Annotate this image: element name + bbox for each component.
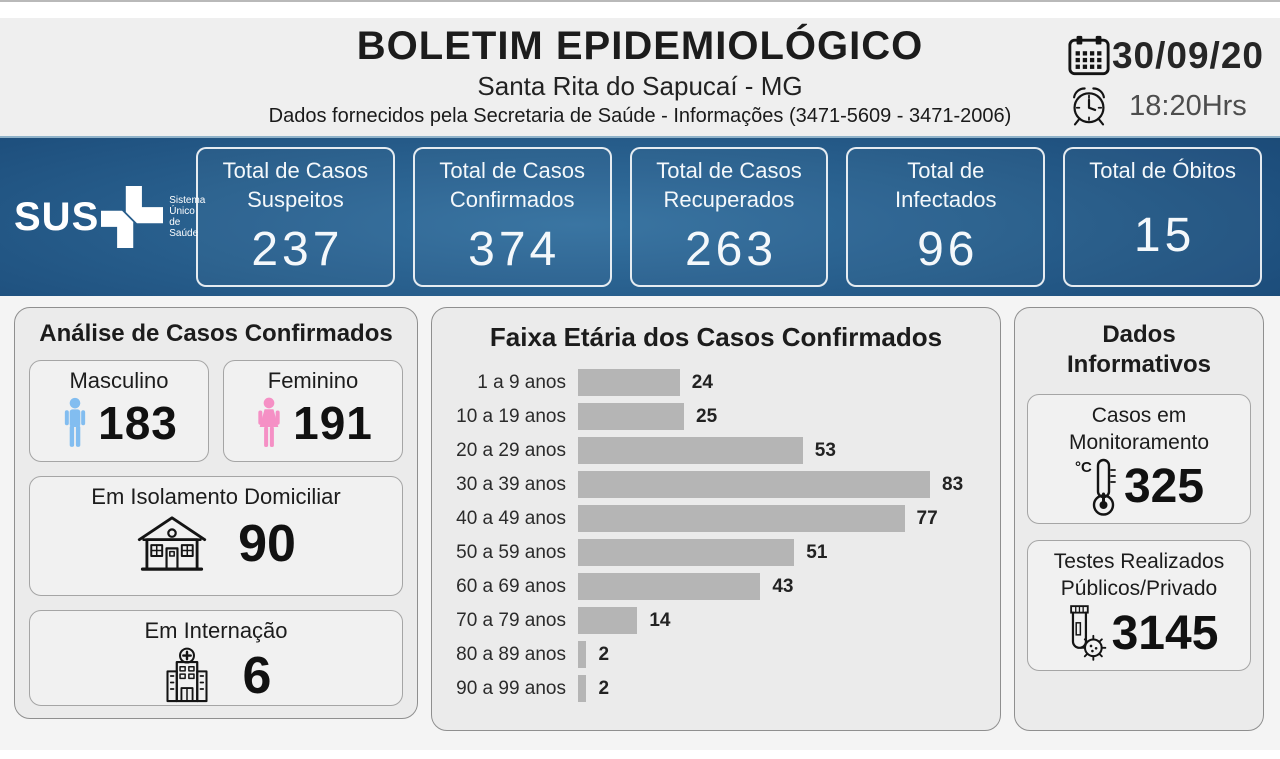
female-card [223,360,403,462]
summary-banner [0,136,1280,296]
informative-panel [1014,307,1264,731]
svg-text:°C: °C [1074,458,1092,476]
stat-card [196,147,395,287]
banner-stat-cards [196,147,1262,287]
stat-card-label: Total de Infectados [895,158,997,213]
alarm-clock-icon [1066,84,1112,128]
chart-title: Faixa Etária dos Casos Confirmados [489,322,943,352]
chart-category-label: 20 a 29 anos [456,439,566,461]
chart-value-label: 14 [649,609,671,631]
stat-card [413,147,612,287]
subtitle: Santa Rita do Sapucaí - MG [477,71,803,101]
analysis-title: Análise de Casos Confirmados [39,320,393,347]
header [0,18,1280,136]
date-text: 30/09/20 [1111,35,1264,76]
chart-row [454,641,978,668]
chart-bar [578,505,905,532]
chart-category-label: 70 a 79 anos [456,609,566,631]
male-value: 183 [98,397,178,449]
chart-category-label: 40 a 49 anos [456,507,566,529]
chart-row [454,675,978,702]
chart-row [454,539,978,566]
stat-card-value: 237 [251,223,344,277]
footer-margin [0,736,1280,750]
age-chart [454,369,978,702]
informative-title: Dados Informativos [1066,321,1212,378]
female-icon [253,397,285,449]
chart-row [454,437,978,464]
hospital-icon [161,647,213,705]
stat-card-label: Total de Casos Suspeitos [222,158,369,213]
house-icon [136,512,208,576]
female-value: 191 [293,397,373,449]
isolation-card [29,476,403,596]
chart-category-label: 80 a 89 anos [456,643,566,665]
isolation-label: Em Isolamento Domiciliar [91,484,341,509]
top-margin [0,2,1280,18]
info-line: Dados fornecidos pela Secretaria de Saúde - Informações (3471-5609 - 3471-2006) [268,105,1012,127]
calendar-icon [1066,34,1112,78]
male-icon [60,397,90,449]
main-content [0,296,1280,736]
gender-row [29,360,403,462]
page-title: BOLETIM EPIDEMIOLÓGICO [356,24,924,68]
chart-bar [578,607,637,634]
chart-bar [578,675,586,702]
chart-category-label: 50 a 59 anos [456,541,566,563]
chart-category-label: 60 a 69 anos [456,575,566,597]
chart-row [454,607,978,634]
sus-logo [14,184,206,250]
chart-value-label: 24 [691,371,713,393]
age-chart-panel [431,307,1001,731]
chart-row [454,471,978,498]
chart-bar [578,437,803,464]
hospitalization-card [29,610,403,706]
tests-label: Testes Realizados Públicos/Privado [1053,549,1225,600]
chart-value-label: 2 [598,643,610,665]
hospitalization-label: Em Internação [144,618,288,643]
chart-category-label: 30 a 39 anos [456,473,566,495]
monitoring-value: 325 [1123,460,1205,514]
sus-cross-icon [101,184,163,250]
chart-bar [578,539,794,566]
male-label: Masculino [69,368,169,393]
stat-card-value: 96 [917,223,979,277]
chart-row [454,403,978,430]
stat-card-value: 15 [1133,208,1196,262]
hospitalization-value: 6 [242,647,272,705]
time-text: 18:20Hrs [1129,89,1247,122]
thermometer-icon [1074,457,1122,517]
chart-bar [578,403,684,430]
test-tube-virus-icon [1060,602,1110,664]
chart-bar [578,573,760,600]
tests-value: 3145 [1111,606,1219,660]
chart-row [454,505,978,532]
footer-white-strip [0,750,1280,759]
chart-value-label: 2 [598,677,610,699]
female-label: Feminino [267,368,359,393]
stat-card [1063,147,1262,287]
stat-card [630,147,829,287]
sus-acronym: SUS [14,194,100,239]
chart-category-label: 10 a 19 anos [456,405,566,427]
tests-card [1027,540,1251,672]
stat-card-value: 374 [468,223,561,277]
chart-row [454,573,978,600]
male-card [29,360,209,462]
chart-row [454,369,978,396]
stat-card-value: 263 [684,223,778,277]
chart-value-label: 83 [942,473,964,495]
stat-card-label: Total de Óbitos [1089,158,1236,183]
isolation-value: 90 [238,515,296,573]
chart-value-label: 25 [696,405,718,427]
analysis-panel [14,307,418,719]
chart-bar [578,471,930,498]
chart-value-label: 51 [806,541,828,563]
stat-card-label: Total de Casos Confirmados [439,158,585,213]
chart-bar [578,369,680,396]
sus-caption: Sistema Único de Saúde [169,195,206,239]
monitoring-label: Casos em Monitoramento [1068,404,1210,455]
stat-card-label: Total de Casos Recuperados [656,158,802,213]
chart-value-label: 77 [916,507,938,529]
chart-value-label: 43 [772,575,794,597]
chart-category-label: 90 a 99 anos [456,677,566,699]
datetime-block [1066,34,1264,128]
chart-category-label: 1 a 9 anos [477,371,566,393]
monitoring-card [1027,394,1251,524]
stat-card [846,147,1045,287]
chart-bar [578,641,586,668]
chart-value-label: 53 [814,439,836,461]
